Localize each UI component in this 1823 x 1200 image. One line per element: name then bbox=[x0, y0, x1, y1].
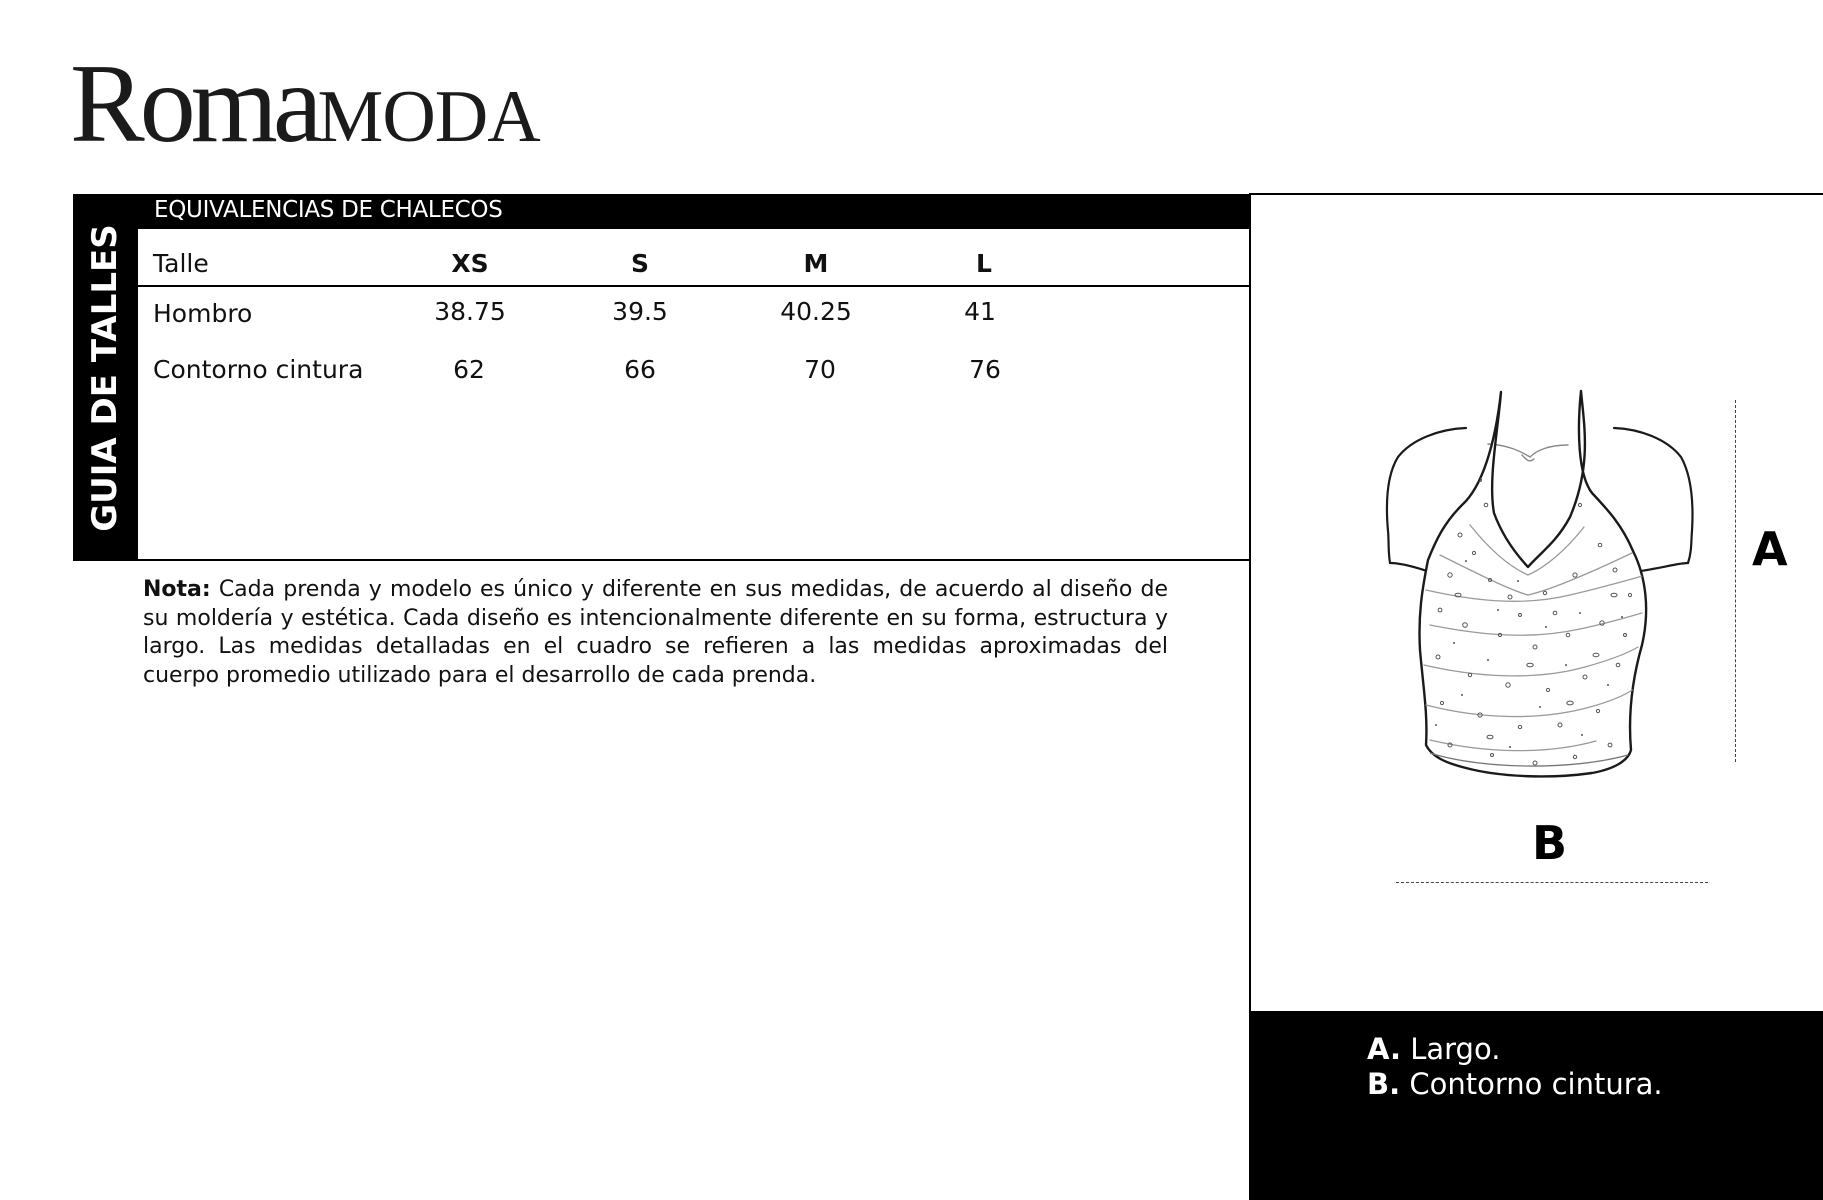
note-text: Cada prenda y modelo es único y diferente en sus medidas, de acuerdo al diseño de su moldería y estética. Cada diseño es intencionalmente diferente en su forma, estructura y largo. Las medidas detalladas en el cuadro se refieren a las medidas aproximadas del cuerpo promedio utilizado para el desarrollo de cada prenda. bbox=[143, 577, 1168, 688]
table-row-label: Hombro bbox=[153, 299, 253, 328]
table-header-cell: XS bbox=[451, 249, 489, 278]
table-header-cell: S bbox=[630, 249, 650, 278]
size-guide-sidebar bbox=[73, 194, 138, 560]
table-cell: 41 bbox=[964, 297, 996, 326]
brand-name-caps: MODA bbox=[317, 76, 540, 158]
table-title-bar bbox=[138, 194, 1250, 229]
legend-item bbox=[1367, 1032, 1500, 1066]
table-header-divider bbox=[138, 285, 1250, 287]
table-cell: 40.25 bbox=[780, 297, 852, 326]
brand-logo bbox=[70, 40, 540, 169]
dimension-label-b: B bbox=[1532, 816, 1568, 870]
table-header-cell: L bbox=[976, 249, 992, 278]
legend-key: B. bbox=[1367, 1067, 1401, 1101]
dimension-line-a bbox=[1735, 400, 1736, 762]
dimension-label-a: A bbox=[1752, 522, 1788, 576]
halter-top-illustration bbox=[1370, 385, 1710, 785]
legend-key: A. bbox=[1367, 1032, 1401, 1066]
table-cell: 39.5 bbox=[612, 297, 668, 326]
table-cell: 38.75 bbox=[434, 297, 506, 326]
measurement-legend bbox=[1249, 1011, 1823, 1200]
table-header-cell: Talle bbox=[153, 249, 209, 278]
table-row-label: Contorno cintura bbox=[153, 355, 364, 384]
dimension-line-b bbox=[1396, 882, 1708, 883]
brand-name-script: Roma bbox=[70, 42, 318, 166]
legend-item bbox=[1367, 1067, 1663, 1101]
legend-text: Largo. bbox=[1410, 1032, 1501, 1066]
table-cell: 76 bbox=[969, 355, 1001, 384]
table-bottom-divider bbox=[73, 559, 1250, 561]
table-header-cell: M bbox=[803, 249, 829, 278]
legend-text: Contorno cintura. bbox=[1409, 1067, 1663, 1101]
table-cell: 66 bbox=[624, 355, 656, 384]
size-note bbox=[143, 576, 1168, 690]
table-cell: 70 bbox=[804, 355, 836, 384]
table-title: EQUIVALENCIAS DE CHALECOS bbox=[154, 197, 503, 223]
size-guide-label: GUIA DE TALLES bbox=[85, 224, 125, 532]
size-table bbox=[138, 229, 1250, 560]
table-cell: 62 bbox=[453, 355, 485, 384]
note-label: Nota: bbox=[143, 577, 211, 602]
